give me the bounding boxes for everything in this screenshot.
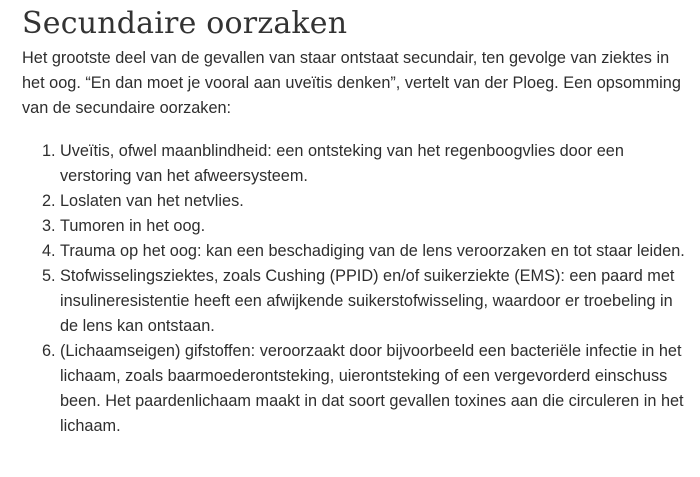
causes-list [22, 139, 690, 439]
list-item [22, 214, 690, 239]
list-item-text: Stofwisselingsziektes, zoals Cushing (PPID) en/of suikerziekte (EMS): een paard met insulineresistentie heeft een afwijkende suikerstofwisseling, waardoor er troebeling in de lens kan ontstaan. [60, 267, 675, 335]
list-item-number: 2. [42, 192, 56, 210]
list-item [22, 239, 690, 264]
article-section [22, 0, 690, 439]
list-item-number: 6. [42, 342, 56, 360]
list-item-text: Loslaten van het netvlies. [60, 192, 244, 210]
list-item-text: Uveïtis, ofwel maanblindheid: een ontsteking van het regenboogvlies door een verstoring van het afweersysteem. [60, 142, 624, 185]
section-heading: Secundaire oorzaken [22, 6, 348, 41]
list-item-number: 1. [42, 142, 56, 160]
list-item-number: 5. [42, 267, 56, 285]
list-item [22, 264, 690, 339]
list-item-text: (Lichaamseigen) gifstoffen: veroorzaakt door bijvoorbeeld een bacteriële infectie in het lichaam, zoals baarmoederontsteking, uierontsteking of een vergevorderd einschuss been. Het paardenlichaam maakt in dat soort gevallen toxines aan die circuleren in het lichaam. [60, 342, 684, 435]
list-item [22, 339, 690, 439]
intro-paragraph: Het grootste deel van de gevallen van staar ontstaat secundair, ten gevolge van ziektes in het oog. “En dan moet je vooral aan uveïtis denken”, vertelt van der Ploeg. Een opsomming van de secundaire oorzaken: [22, 49, 681, 117]
list-item-number: 4. [42, 242, 56, 260]
list-item-number: 3. [42, 217, 56, 235]
list-item-text: Tumoren in het oog. [60, 217, 206, 235]
list-item [22, 189, 690, 214]
list-item-text: Trauma op het oog: kan een beschadiging van de lens veroorzaken en tot staar leiden. [60, 242, 685, 260]
list-item [22, 139, 690, 189]
